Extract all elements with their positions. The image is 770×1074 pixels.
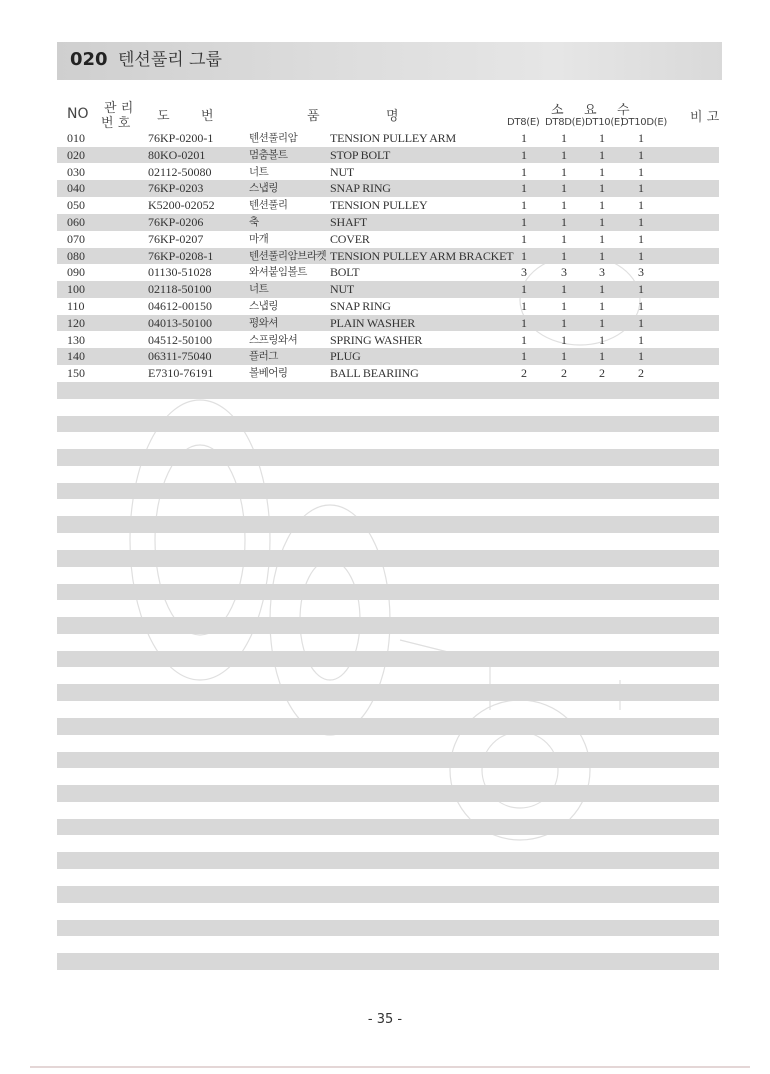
qty-dt10: 1	[599, 248, 605, 263]
table-row	[0, 164, 770, 181]
qty-dt8: 1	[521, 299, 527, 313]
qty-dt8d: 1	[561, 198, 567, 213]
qty-dt8: 2	[521, 366, 527, 381]
stripe-band	[57, 920, 719, 937]
stripe-band	[57, 382, 719, 399]
table-row	[0, 147, 770, 164]
part-name-korean: 너트	[249, 165, 269, 178]
bottom-edge-line	[30, 1066, 750, 1068]
part-number: E7310-76191	[148, 366, 214, 381]
qty-dt10d: 1	[638, 198, 644, 213]
qty-dt10: 1	[599, 147, 605, 162]
part-name-korean: 축	[249, 216, 259, 228]
part-name-english: NUT	[330, 282, 355, 297]
page-number: - 35 -	[367, 1012, 403, 1027]
part-name-korean: 플러그	[249, 350, 278, 363]
part-name-english: STOP BOLT	[330, 147, 391, 162]
part-name-korean: 너트	[249, 283, 269, 296]
part-name-english: SNAP RING	[330, 181, 391, 196]
part-no: 080	[67, 248, 85, 263]
part-name-english: SPRING WASHER	[330, 332, 423, 347]
table-row	[0, 298, 770, 315]
col-remarks: 비 고	[690, 110, 720, 125]
qty-dt8: 1	[521, 231, 527, 246]
qty-dt10d: 1	[638, 215, 644, 229]
col-qty-b: 요	[584, 103, 597, 118]
part-number: 76KP-0208-1	[148, 248, 214, 263]
qty-dt10d: 1	[638, 231, 644, 246]
part-name-english: COVER	[330, 231, 370, 246]
table-row	[0, 180, 770, 197]
qty-dt8: 1	[521, 215, 527, 229]
qty-dt10d: 1	[638, 181, 644, 196]
col-mgmt-line2: 번 호	[101, 116, 131, 131]
part-name-english: TENSION PULLEY ARM	[330, 131, 456, 145]
qty-dt10d: 1	[638, 282, 644, 297]
table-row	[0, 197, 770, 214]
qty-dt10d: 1	[638, 248, 644, 263]
part-name-english: PLUG	[330, 349, 361, 364]
part-number: 01130-51028	[148, 265, 212, 280]
part-number: K5200-02052	[148, 198, 215, 213]
part-no: 100	[67, 282, 85, 297]
part-no: 140	[67, 349, 85, 364]
qty-dt8: 1	[521, 181, 527, 196]
qty-dt8: 1	[521, 198, 527, 213]
part-name-english: PLAIN WASHER	[330, 315, 416, 330]
qty-dt10: 3	[599, 265, 605, 280]
qty-dt10d: 1	[638, 349, 644, 364]
part-no: 120	[67, 315, 85, 330]
qty-dt10: 1	[599, 315, 605, 330]
qty-dt10: 1	[599, 349, 605, 364]
part-no: 060	[67, 215, 85, 229]
stripe-band	[57, 651, 719, 668]
part-name-korean: 텐션풀리암브라켓	[249, 249, 327, 262]
col-model-dt8: DT8(E)	[507, 117, 540, 128]
part-no: 110	[67, 299, 85, 313]
group-title: 텐션풀리 그룹	[118, 50, 222, 70]
table-row	[0, 214, 770, 231]
qty-dt10: 1	[599, 231, 605, 246]
part-number: 04512-50100	[148, 332, 212, 347]
stripe-band	[57, 819, 719, 836]
stripe-band	[57, 416, 719, 433]
part-number: 76KP-0200-1	[148, 131, 214, 145]
qty-dt10d: 2	[638, 366, 644, 381]
table-row	[0, 348, 770, 365]
part-number: 04013-50100	[148, 315, 212, 330]
qty-dt10d: 3	[638, 265, 644, 280]
qty-dt8: 1	[521, 349, 527, 364]
qty-dt10d: 1	[638, 332, 644, 347]
part-name-korean: 텐션풀리	[249, 199, 288, 212]
part-number: 04612-00150	[148, 299, 212, 313]
part-number: 06311-75040	[148, 349, 212, 364]
qty-dt10: 2	[599, 366, 605, 381]
qty-dt10: 1	[599, 181, 605, 196]
group-number: 020	[70, 49, 108, 70]
col-model-dt10: DT10(E)	[585, 117, 624, 128]
part-name-korean: 평와셔	[249, 316, 278, 329]
table-row	[0, 315, 770, 332]
part-name-english: TENSION PULLEY ARM BRACKET	[330, 248, 514, 263]
stripe-band	[57, 752, 719, 769]
part-name-korean: 스냅링	[249, 182, 278, 195]
table-row	[0, 332, 770, 349]
qty-dt8d: 1	[561, 231, 567, 246]
qty-dt8d: 1	[561, 248, 567, 263]
part-name-korean: 스프링와셔	[249, 333, 298, 346]
qty-dt8d: 1	[561, 147, 567, 162]
table-row	[0, 264, 770, 281]
qty-dt8: 1	[521, 164, 527, 179]
qty-dt10: 1	[599, 198, 605, 213]
col-model-dt10d: DT10D(E)	[621, 117, 667, 128]
qty-dt8d: 1	[561, 181, 567, 196]
part-no: 070	[67, 231, 85, 246]
col-name-a: 품	[307, 109, 320, 124]
qty-dt8d: 1	[561, 349, 567, 364]
stripe-band	[57, 953, 719, 970]
part-no: 040	[67, 181, 85, 196]
col-qty-c: 수	[617, 103, 630, 118]
col-qty-a: 소	[551, 103, 564, 118]
part-number: 80KO-0201	[148, 147, 206, 162]
col-drawing-b: 번	[201, 109, 214, 124]
part-name-english: SHAFT	[330, 215, 368, 229]
qty-dt8d: 1	[561, 315, 567, 330]
part-number: 76KP-0203	[148, 181, 204, 196]
col-mgmt-line1: 관 리	[104, 101, 134, 116]
table-row	[0, 365, 770, 382]
part-name-korean: 마개	[249, 232, 269, 245]
col-name-b: 명	[386, 109, 399, 124]
part-no: 030	[67, 164, 85, 179]
part-number: 76KP-0207	[148, 231, 204, 246]
qty-dt10d: 1	[638, 164, 644, 179]
table-row	[0, 130, 770, 147]
table-row	[0, 248, 770, 265]
qty-dt8: 1	[521, 131, 527, 145]
part-number: 76KP-0206	[148, 215, 204, 229]
part-name-korean: 멈춤볼트	[249, 148, 288, 161]
part-name-english: SNAP RING	[330, 299, 391, 313]
part-no: 150	[67, 366, 85, 381]
part-name-korean: 볼베어링	[249, 367, 288, 380]
qty-dt10: 1	[599, 215, 605, 229]
qty-dt8d: 1	[561, 164, 567, 179]
qty-dt8d: 3	[561, 265, 567, 280]
qty-dt8d: 1	[561, 299, 567, 313]
part-name-english: BOLT	[330, 265, 360, 280]
qty-dt10: 1	[599, 164, 605, 179]
stripe-band	[57, 785, 719, 802]
qty-dt8: 1	[521, 248, 527, 263]
qty-dt10: 1	[599, 332, 605, 347]
part-name-english: TENSION PULLEY	[330, 198, 428, 213]
stripe-band	[57, 684, 719, 701]
col-no: NO	[67, 106, 89, 122]
stripe-band	[57, 718, 719, 735]
col-drawing-a: 도	[157, 109, 170, 124]
stripe-band	[57, 516, 719, 533]
part-name-english: BALL BEARIING	[330, 366, 419, 381]
qty-dt8d: 1	[561, 282, 567, 297]
part-no: 130	[67, 332, 85, 347]
table-row	[0, 281, 770, 298]
part-name-korean: 텐션풀리암	[249, 132, 298, 144]
qty-dt8d: 1	[561, 131, 567, 145]
stripe-band	[57, 886, 719, 903]
part-no: 010	[67, 131, 85, 145]
stripe-band	[57, 852, 719, 869]
stripe-band	[57, 550, 719, 567]
qty-dt10d: 1	[638, 299, 644, 313]
qty-dt10: 1	[599, 282, 605, 297]
qty-dt8d: 1	[561, 332, 567, 347]
part-number: 02112-50080	[148, 164, 212, 179]
part-no: 090	[67, 265, 85, 280]
qty-dt10: 1	[599, 131, 605, 145]
stripe-band	[57, 483, 719, 500]
part-name-english: NUT	[330, 164, 355, 179]
qty-dt8d: 1	[561, 215, 567, 229]
part-name-korean: 스냅링	[249, 300, 278, 312]
qty-dt10d: 1	[638, 315, 644, 330]
stripe-band	[57, 617, 719, 634]
qty-dt10: 1	[599, 299, 605, 313]
qty-dt8: 1	[521, 332, 527, 347]
qty-dt8: 1	[521, 315, 527, 330]
stripe-band	[57, 584, 719, 601]
qty-dt8: 1	[521, 147, 527, 162]
qty-dt8: 3	[521, 265, 527, 280]
part-no: 050	[67, 198, 85, 213]
qty-dt8d: 2	[561, 366, 567, 381]
col-model-dt8d: DT8D(E)	[545, 117, 585, 128]
part-number: 02118-50100	[148, 282, 212, 297]
part-name-korean: 와셔붙임볼트	[249, 266, 307, 279]
stripe-band	[57, 449, 719, 466]
part-no: 020	[67, 147, 85, 162]
table-row	[0, 231, 770, 248]
qty-dt8: 1	[521, 282, 527, 297]
qty-dt10d: 1	[638, 147, 644, 162]
qty-dt10d: 1	[638, 131, 644, 145]
